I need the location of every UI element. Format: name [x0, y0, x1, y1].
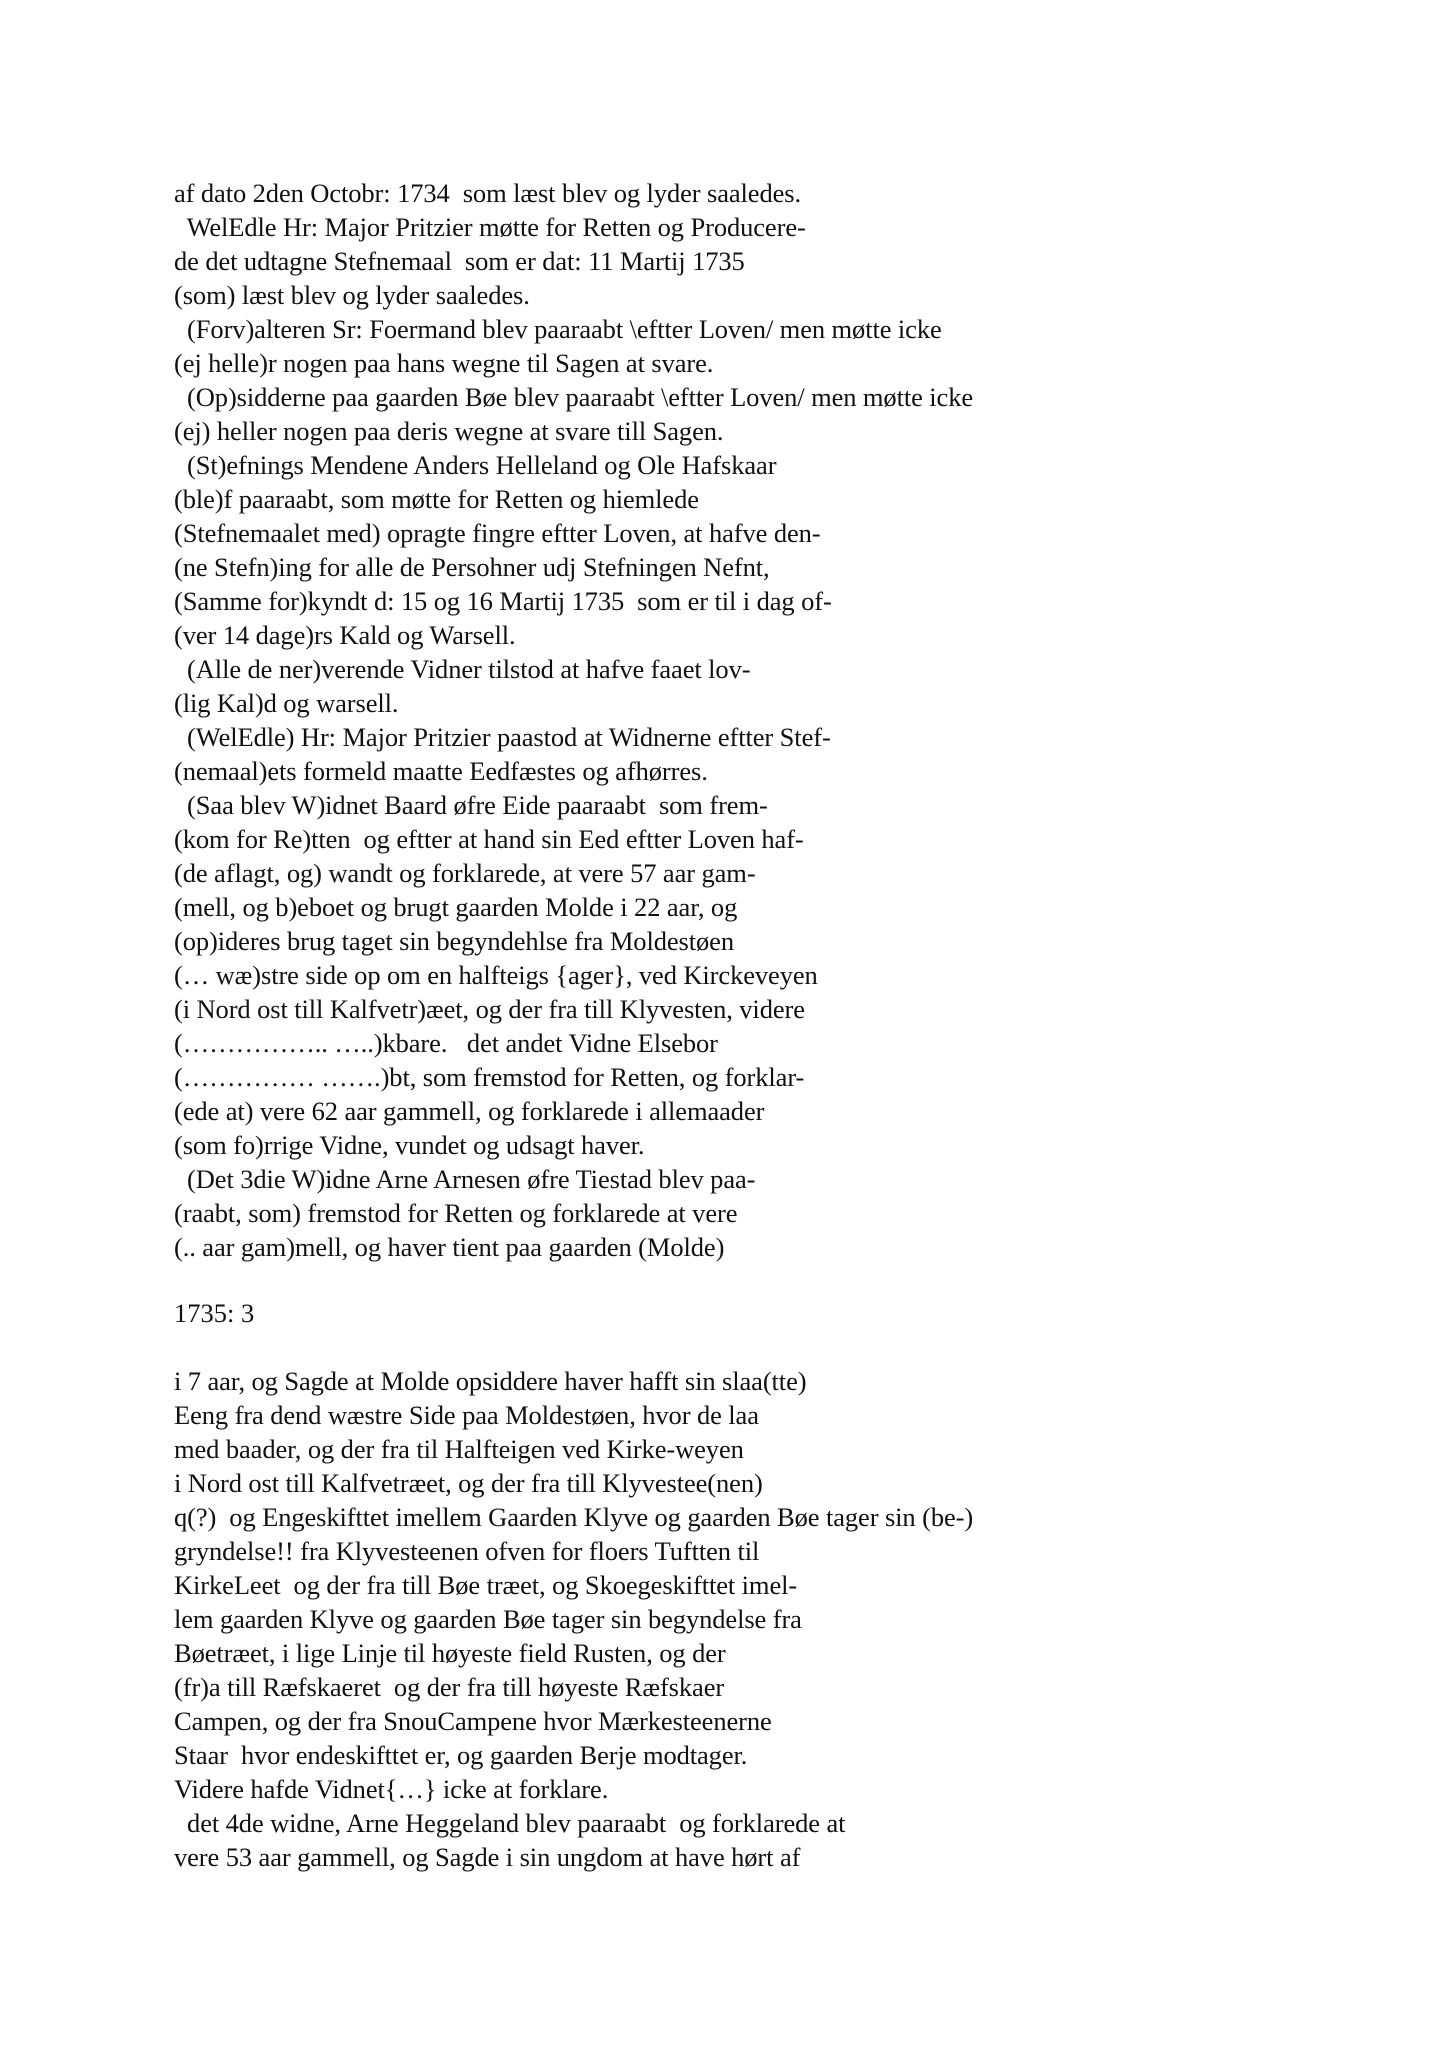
- text-line: med baader, og der fra til Halfteigen ved Kirke-weyen: [174, 1434, 744, 1464]
- text-line: (nemaal)ets formeld maatte Eedfæstes og afhørres.: [174, 756, 708, 786]
- text-line: (ver 14 dage)rs Kald og Warsell.: [174, 620, 516, 650]
- text-line: det 4de widne, Arne Heggeland blev paaraabt og forklarede at: [174, 1808, 846, 1838]
- text-line: Campen, og der fra SnouCampene hvor Mærkesteenerne: [174, 1706, 772, 1736]
- text-line: (ne Stefn)ing for alle de Persohner udj Stefningen Nefnt,: [174, 552, 770, 582]
- text-line: (fr)a till Ræfskaeret og der fra till høyeste Ræfskaer: [174, 1672, 725, 1702]
- text-line: (Saa blev W)idnet Baard øfre Eide paaraabt som frem-: [174, 790, 768, 820]
- text-line: de det udtagne Stefnemaal som er dat: 11 Martij 1735: [174, 246, 745, 276]
- text-block-upper: [174, 176, 1354, 1264]
- text-line: (Stefnemaalet med) opragte fingre eftter Loven, at hafve den-: [174, 518, 821, 548]
- text-line: (ej) heller nogen paa deris wegne at svare till Sagen.: [174, 416, 724, 446]
- text-line: Eeng fra dend wæstre Side paa Moldestøen, hvor de laa: [174, 1400, 759, 1430]
- text-line: (Det 3die W)idne Arne Arnesen øfre Tiestad blev paa-: [174, 1164, 756, 1194]
- text-line: (… wæ)stre side op om en halfteigs {ager}, ved Kirckeveyen: [174, 960, 818, 990]
- text-line: (raabt, som) fremstod for Retten og forklarede at vere: [174, 1198, 738, 1228]
- text-line: q(?) og Engeskifttet imellem Gaarden Klyve og gaarden Bøe tager sin (be-): [174, 1502, 974, 1532]
- page-number: 1735: 3: [174, 1298, 255, 1328]
- text-line: (WelEdle) Hr: Major Pritzier paastod at Widnerne eftter Stef-: [174, 722, 831, 752]
- text-line: (lig Kal)d og warsell.: [174, 688, 399, 718]
- text-line: (St)efnings Mendene Anders Helleland og Ole Hafskaar: [174, 450, 777, 480]
- text-line: (mell, og b)eboet og brugt gaarden Molde i 22 aar, og: [174, 892, 738, 922]
- text-line: WelEdle Hr: Major Pritzier møtte for Retten og Producere-: [174, 212, 806, 242]
- text-line: (…………… …….)bt, som fremstod for Retten, og forklar-: [174, 1062, 805, 1092]
- text-line: (ble)f paaraabt, som møtte for Retten og hiemlede: [174, 484, 699, 514]
- text-line: vere 53 aar gammell, og Sagde i sin ungdom at have hørt af: [174, 1842, 801, 1872]
- text-line: (…………….. …..)kbare. det andet Vidne Elsebor: [174, 1028, 718, 1058]
- text-line: (som) læst blev og lyder saaledes.: [174, 280, 530, 310]
- text-line: (som fo)rrige Vidne, vundet og udsagt haver.: [174, 1130, 645, 1160]
- text-line: Bøetræet, i lige Linje til høyeste field Rusten, og der: [174, 1638, 726, 1668]
- text-line: (Samme for)kyndt d: 15 og 16 Martij 1735 som er til i dag of-: [174, 586, 832, 616]
- text-line: (Op)sidderne paa gaarden Bøe blev paaraabt \eftter Loven/ men møtte icke: [174, 382, 974, 412]
- text-block-lower: [174, 1364, 1354, 1874]
- text-line: (i Nord ost till Kalfvetr)æet, og der fra till Klyvesten, videre: [174, 994, 805, 1024]
- text-line: (op)ideres brug taget sin begyndehlse fra Moldestøen: [174, 926, 734, 956]
- text-line: gryndelse!! fra Klyvesteenen ofven for floers Tuftten til: [174, 1536, 760, 1566]
- text-line: KirkeLeet og der fra till Bøe træet, og Skoegeskifttet imel-: [174, 1570, 798, 1600]
- text-line: (ej helle)r nogen paa hans wegne til Sagen at svare.: [174, 348, 714, 378]
- text-line: i Nord ost till Kalfvetræet, og der fra till Klyvestee(nen): [174, 1468, 763, 1498]
- text-line: lem gaarden Klyve og gaarden Bøe tager sin begyndelse fra: [174, 1604, 802, 1634]
- text-line: (ede at) vere 62 aar gammell, og forklarede i allemaader: [174, 1096, 765, 1126]
- text-line: (Forv)alteren Sr: Foermand blev paaraabt \eftter Loven/ men møtte icke: [174, 314, 942, 344]
- text-line: Staar hvor endeskifttet er, og gaarden Berje modtager.: [174, 1740, 748, 1770]
- text-line: Videre hafde Vidnet{…} icke at forklare.: [174, 1774, 609, 1804]
- text-line: (de aflagt, og) wandt og forklarede, at vere 57 aar gam-: [174, 858, 756, 888]
- text-line: i 7 aar, og Sagde at Molde opsiddere haver hafft sin slaa(tte): [174, 1366, 807, 1396]
- text-line: (Alle de ner)verende Vidner tilstod at hafve faaet lov-: [174, 654, 751, 684]
- text-line: (kom for Re)tten og eftter at hand sin Eed eftter Loven haf-: [174, 824, 804, 854]
- text-line: (.. aar gam)mell, og haver tient paa gaarden (Molde): [174, 1232, 725, 1262]
- text-line: af dato 2den Octobr: 1734 som læst blev og lyder saaledes.: [174, 178, 802, 208]
